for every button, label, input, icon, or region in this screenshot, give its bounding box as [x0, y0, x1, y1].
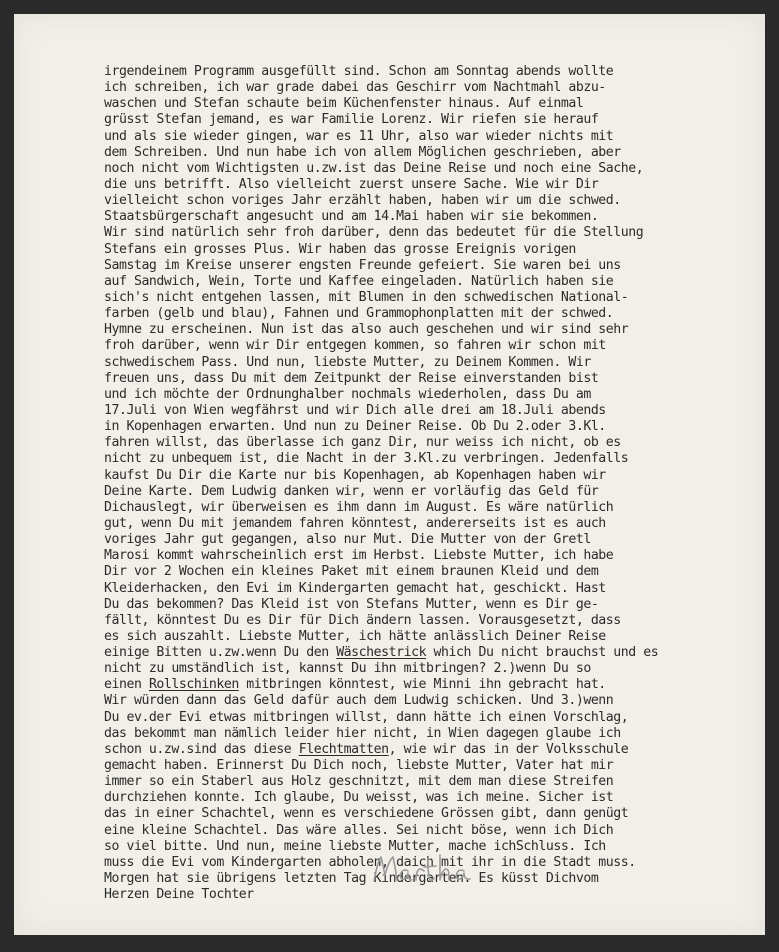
letter-line: und ich möchte der Ordnunghalber nochmals wiederholen, dass Du am [104, 386, 591, 402]
letter-line: grüsst Stefan jemand, es war Familie Lorenz. Wir riefen sie herauf [104, 112, 599, 128]
letter-line: ich schreiben, ich war grade dabei das Geschirr vom Nachtmahl abzu- [104, 80, 606, 96]
letter-line: nicht zu umständlich ist, kannst Du ihn mitbringen? 2.)wenn Du so [104, 661, 591, 677]
letter-line: Du das bekommen? Das Kleid ist von Stefans Mutter, wenn es Dir ge- [104, 596, 599, 612]
letter-line: 17.Juli von Wien wegfährst und wir Dich alle drei am 18.Juli abends [104, 402, 606, 418]
letter-line: durchziehen konnte. Ich glaube, Du weisst, was ich meine. Sicher ist [104, 790, 614, 806]
letter-line: farben (gelb und blau), Fahnen und Grammophonplatten mit der schwed. [104, 306, 614, 322]
letter-body [104, 64, 658, 952]
letter-line: Deine Karte. Dem Ludwig danken wir, wenn er vorläufig das Geld für [104, 483, 599, 499]
letter-line: voriges Jahr gut gegangen, also nur Mut. Die Mutter von der Gretl [104, 532, 591, 548]
letter-line: es sich auszahlt. Liebste Mutter, ich hätte anlässlich Deiner Reise [104, 628, 606, 644]
underlined-word: Flechtmatten [298, 741, 389, 757]
letter-line: das bekommt man nämlich leider hier nicht, in Wien dagegen glaube ich [104, 725, 621, 741]
letter-line: waschen und Stefan schaute beim Küchenfenster hinaus. Auf einmal [104, 96, 584, 112]
letter-line: Dir vor 2 Wochen ein kleines Paket mit einem braunen Kleid und dem [104, 564, 599, 580]
letter-line: Du ev.der Evi etwas mitbringen willst, dann hätte ich einen Vorschlag, [104, 709, 629, 725]
letter-line: Kleiderhacken, den Evi im Kindergarten gemacht hat, geschickt. Hast [104, 580, 606, 596]
underlined-word: Wäschestrick [336, 645, 427, 661]
letter-line: eine kleine Schachtel. Das wäre alles. Sei nicht böse, wenn ich Dich [104, 822, 614, 838]
letter-line: und als sie wieder gingen, war es 11 Uhr, also war wieder nichts mit [104, 128, 614, 144]
letter-line: das in einer Schachtel, wenn es verschiedene Grössen gibt, dann genügt [104, 806, 629, 822]
letter-line: gut, wenn Du mit jemandem fahren könntest, andererseits ist es auch [104, 515, 606, 531]
line-segment: schon u.zw.sind das diese [104, 741, 299, 757]
line-segment: , wie wir das in der Volksschule [388, 741, 629, 757]
letter-line: die uns betrifft. Also vielleicht zuerst unsere Sache. Wie wir Dir [104, 176, 599, 192]
letter-line: dem Schreiben. Und nun habe ich von allem Möglichen geschrieben, aber [104, 144, 621, 160]
letter-line: Morgen hat sie übrigens letzten Tag Kindergarten. Es küsst Dichvom [104, 871, 599, 887]
letter-line: so viel bitte. Und nun, meine liebste Mutter, mache ichSchluss. Ich [104, 838, 606, 854]
letter-line: kaufst Du Dir die Karte nur bis Kopenhagen, ab Kopenhagen haben wir [104, 467, 606, 483]
letter-line: Dichauslegt, wir überweisen es ihm dann im August. Es wäre natürlich [104, 499, 614, 515]
letter-line [104, 903, 658, 919]
letter-line: fahren willst, das überlasse ich ganz Dir, nur weiss ich nicht, ob es [104, 435, 621, 451]
letter-line: fällt, könntest Du es Dir für Dich ändern lassen. Vorausgesetzt, dass [104, 612, 621, 628]
handwritten-signature [370, 847, 480, 891]
underlined-word: Rollschinken [148, 677, 239, 693]
letter-line: Marosi kommt wahrscheinlich erst im Herbst. Liebste Mutter, ich habe [104, 548, 614, 564]
letter-line: Stefans ein grosses Plus. Wir haben das grosse Ereignis vorigen [104, 241, 576, 257]
letter-line: nicht zu unbequem ist, die Nacht in der 3.Kl.zu verbringen. Jedenfalls [104, 451, 629, 467]
letter-line: Wir sind natürlich sehr froh darüber, denn das bedeutet für die Stellung [104, 225, 644, 241]
letter-line: Samstag im Kreise unserer engsten Freunde gefeiert. Sie waren bei uns [104, 257, 621, 273]
letter-line: froh darüber, wenn wir Dir entgegen kommen, so fahren wir schon mit [104, 338, 606, 354]
letter-line: vielleicht schon voriges Jahr erzählt haben, haben wir um die schwed. [104, 193, 621, 209]
letter-line: irgendeinem Programm ausgefüllt sind. Schon am Sonntag abends wollte [104, 64, 614, 79]
letter-line: auf Sandwich, Wein, Torte und Kaffee eingeladen. Natürlich haben sie [104, 273, 614, 289]
letter-line [104, 645, 658, 661]
letter-line: Wir würden dann das Geld dafür auch dem Ludwig schicken. Und 3.)wenn [104, 693, 614, 709]
letter-line: schwedischem Pass. Und nun, liebste Mutter, zu Deinem Kommen. Wir [104, 354, 591, 370]
line-segment: which Du nicht brauchst und es [426, 645, 659, 661]
letter-line: immer so ein Staberl aus Holz geschnitzt, mit dem man diese Streifen [104, 774, 614, 790]
letter-line [104, 919, 658, 935]
letter-line: Staatsbürgerschaft angesucht und am 14.Mai haben wir sie bekommen. [104, 209, 599, 225]
letter-line: Hymne zu erscheinen. Nun ist das also auch geschehen und wir sind sehr [104, 322, 629, 338]
letter-line: sich's nicht entgehen lassen, mit Blumen in den schwedischen National- [104, 289, 629, 305]
letter-page [14, 14, 765, 951]
letter-line: noch nicht vom Wichtigsten u.zw.ist das Deine Reise und noch eine Sache, [104, 160, 644, 176]
letter-line: muss die Evi vom Kindergarten abholen, daich mit ihr in die Stadt muss. [104, 854, 636, 870]
letter-line: Herzen Deine Tochter [104, 887, 254, 903]
letter-line: Grüsse an Ludwig und Gretl. [104, 935, 307, 951]
letter-line: freuen uns, dass Du mit dem Zeitpunkt der Reise einverstanden bist [104, 370, 599, 386]
letter-line: in Kopenhagen erwarten. Und nun zu Deiner Reise. Ob Du 2.oder 3.Kl. [104, 419, 606, 435]
letter-line [104, 742, 658, 758]
line-segment: einen [104, 677, 149, 693]
line-segment: mitbringen könntest, wie Minni ihn gebracht hat. [238, 677, 606, 693]
letter-line: gemacht haben. Erinnerst Du Dich noch, liebste Mutter, Vater hat mir [104, 758, 614, 774]
line-segment: einige Bitten u.zw.wenn Du den [104, 645, 337, 661]
letter-line [104, 677, 658, 693]
